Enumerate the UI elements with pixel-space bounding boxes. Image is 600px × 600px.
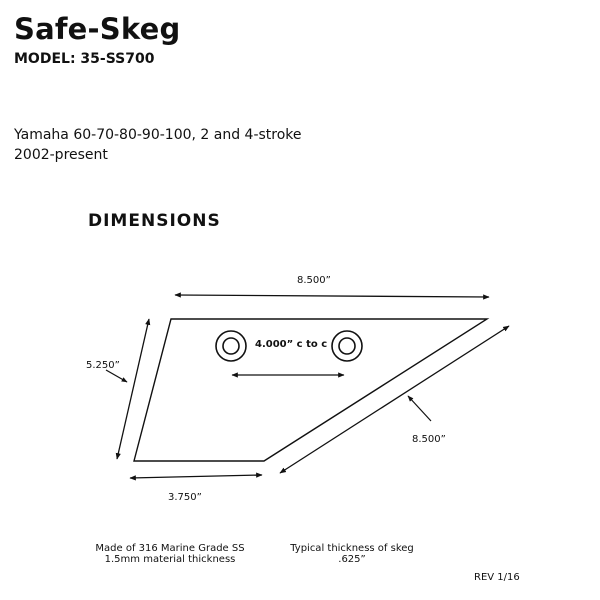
top-dimension-arrow	[175, 295, 489, 297]
mounting-hole-left	[216, 331, 246, 361]
mounting-hole-right	[332, 331, 362, 361]
diagonal-length-label: 8.500”	[412, 434, 446, 445]
revision-label: REV 1/16	[474, 572, 520, 583]
material-thickness: 1.5mm material thickness	[104, 554, 236, 565]
thickness-value: .625”	[338, 554, 366, 565]
height-dimension-arrow	[117, 319, 149, 459]
material-note	[84, 543, 256, 565]
top-length-label: 8.500”	[297, 275, 331, 286]
diagonal-label-leader	[408, 396, 431, 421]
height-label-leader	[106, 370, 127, 382]
dimensions-heading: DIMENSIONS	[88, 211, 221, 231]
height-label: 5.250”	[86, 360, 120, 371]
material-grade: Made of 316 Marine Grade SS	[95, 543, 245, 554]
fitment-engines: Yamaha 60-70-80-90-100, 2 and 4-stroke	[14, 127, 302, 143]
thickness-caption: Typical thickness of skeg	[290, 543, 414, 554]
thickness-note	[280, 543, 424, 565]
hole-spacing-label: 4.000” c to c	[255, 339, 328, 350]
fitment-years: 2002-present	[14, 147, 108, 163]
bottom-length-label: 3.750”	[168, 492, 202, 503]
model-number: MODEL: 35-SS700	[14, 51, 155, 67]
bottom-dimension-arrow	[130, 475, 262, 478]
product-title: Safe-Skeg	[14, 12, 181, 46]
